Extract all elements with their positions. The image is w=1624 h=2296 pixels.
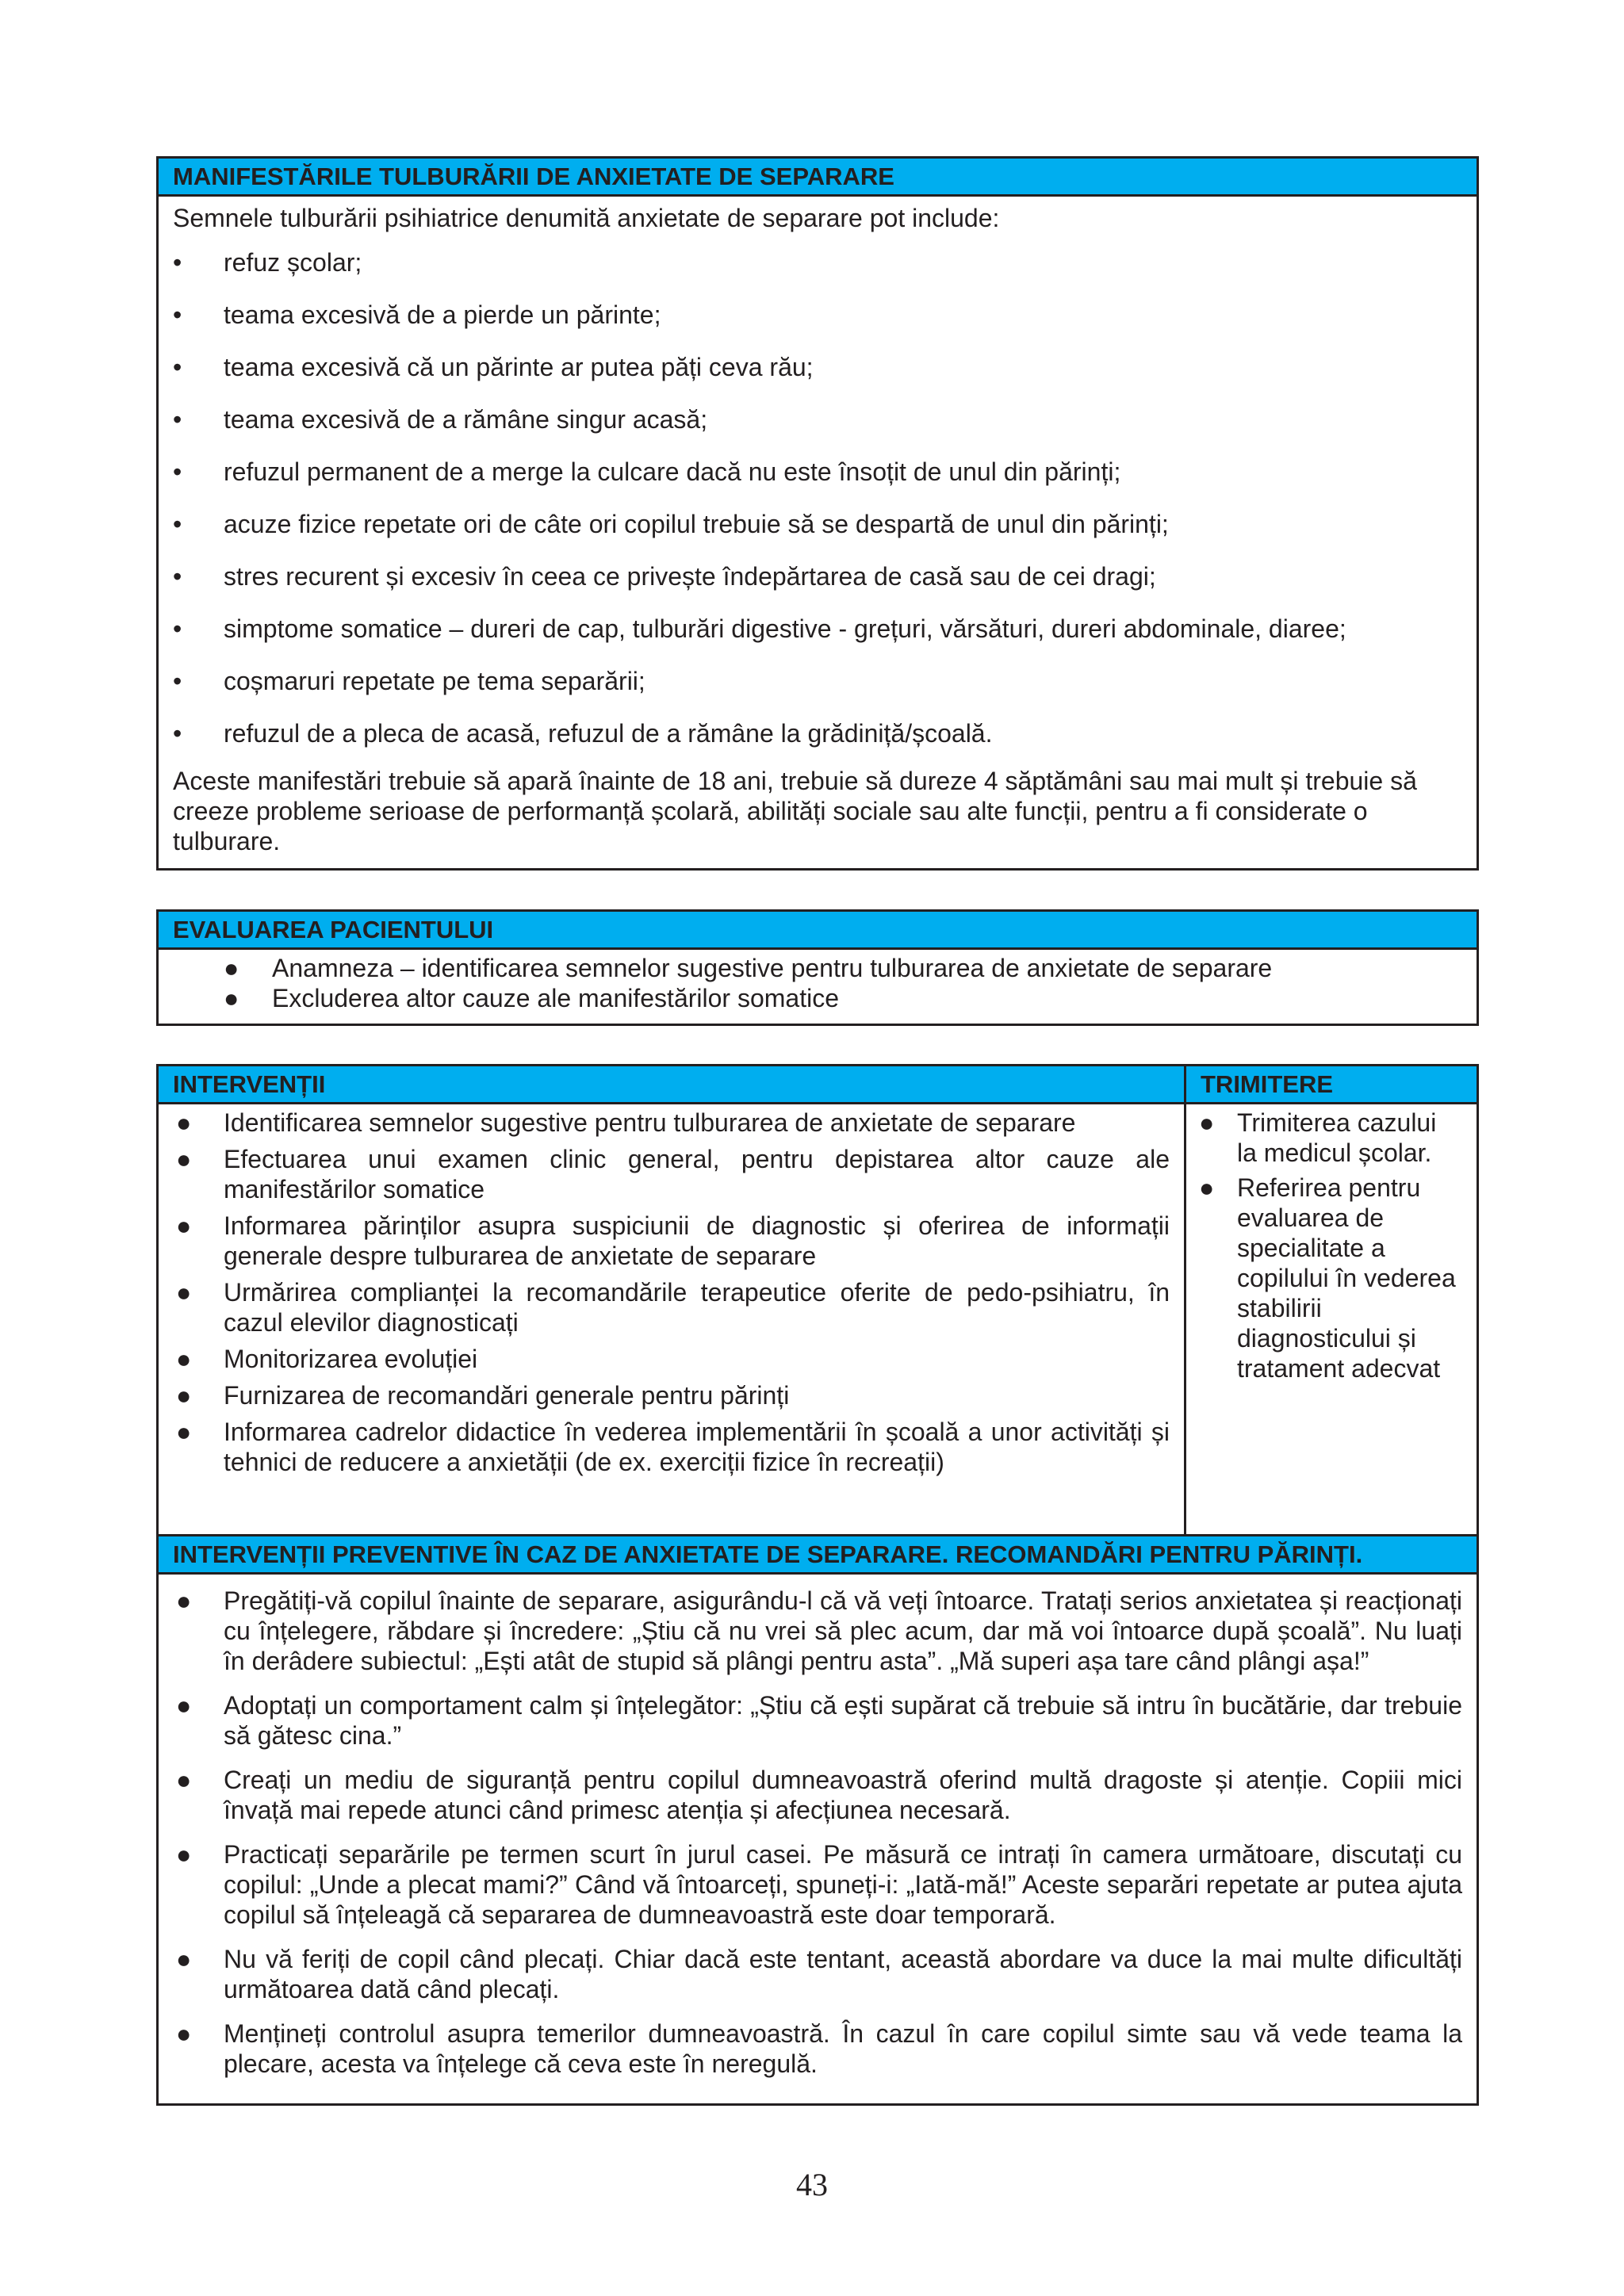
list-item: • refuzul de a pleca de acasă, refuzul de a rămâne la grădiniță/școală. [173, 719, 993, 748]
bullet-icon: ● [176, 1586, 192, 1615]
list-item: ● Referirea pentru evaluarea de specialitate a copilului în vederea stabilirii diagnosticului și tratament adecvat [1199, 1173, 1456, 1383]
referral-cell [1186, 1104, 1477, 1534]
list-item: ● Informarea părinților asupra suspiciunii de diagnostic și oferirea de informații generale despre tulburarea de anxietate de separare [176, 1211, 1170, 1270]
list-item: ● Efectuarea unui examen clinic general, pentru depistarea altor cauze ale manifestărilor somatice [176, 1145, 1170, 1203]
preventive-header: INTERVENȚII PREVENTIVE ÎN CAZ DE ANXIETATE DE SEPARARE. RECOMANDĂRI PENTRU PĂRINȚI. [159, 1536, 1477, 1575]
bullet-icon: ● [176, 2019, 192, 2048]
list-item: ● Identificarea semnelor sugestive pentru tulburarea de anxietate de separare [176, 1108, 1076, 1137]
list-item: • refuzul permanent de a merge la culcare dacă nu este însoțit de unul din părinți; [173, 457, 1121, 486]
bullet-icon: ● [224, 984, 239, 1012]
bullet-icon: • [173, 353, 182, 381]
list-item: ● Monitorizarea evoluției [176, 1345, 478, 1373]
bullet-icon: ● [1199, 1108, 1215, 1137]
list-item: ● Nu vă feriți de copil când plecați. Chiar dacă este tentant, această abordare va duce la mai multe dificultăți următoarea dată când plecați. [176, 1945, 1462, 2003]
preventive-body [159, 1575, 1477, 2079]
list-item: ● Informarea cadrelor didactice în vederea implementării în școală a unor activități și tehnici de reducere a anxietății (de ex. exerciții fizice în recreații) [176, 1418, 1170, 1476]
list-item: ● Mențineți controlul asupra temerilor dumneavoastră. În cazul în care copilul simte sau vă vede teama la plecare, acesta va înțelege că ceva este în neregulă. [176, 2019, 1462, 2078]
bullet-icon: • [173, 614, 182, 643]
bullet-icon: ● [176, 1418, 192, 1446]
bullet-icon: ● [176, 1345, 192, 1373]
interventions-cell [159, 1104, 1186, 1534]
interventions-header: INTERVENȚII [159, 1066, 1186, 1102]
bullet-icon: ● [176, 1840, 192, 1869]
bullet-icon: ● [176, 1145, 192, 1173]
bullet-icon: • [173, 300, 182, 329]
section-intro: Semnele tulburării psihiatrice denumită anxietate de separare pot include: [173, 204, 1000, 232]
bullet-icon: ● [176, 1945, 192, 1973]
interventions-table [156, 1064, 1479, 2106]
bullet-icon: • [173, 719, 182, 748]
list-item: • simptome somatice – dureri de cap, tulburări digestive - grețuri, vărsături, dureri abdominale, diaree; [173, 614, 1346, 643]
section-body [159, 950, 1477, 1013]
referral-header: TRIMITERE [1201, 1070, 1334, 1098]
list-item: • stres recurent și excesiv în ceea ce privește îndepărtarea de casă sau de cei dragi; [173, 562, 1156, 591]
section-title: EVALUAREA PACIENTULUI [159, 912, 1477, 950]
section-title: MANIFESTĂRILE TULBURĂRII DE ANXIETATE DE SEPARARE [159, 159, 1477, 197]
evaluation-section [156, 909, 1479, 1026]
list-item: ● Urmărirea complianței la recomandările terapeutice oferite de pedo-psihiatru, în cazul elevilor diagnosticați [176, 1278, 1170, 1337]
list-item: ● Excluderea altor cauze ale manifestărilor somatice [224, 984, 839, 1012]
list-item: • acuze fizice repetate ori de câte ori copilul trebuie să se despartă de unul din părinți; [173, 510, 1169, 538]
list-item: ● Adoptați un comportament calm și înțelegător: „Știu că ești supărat că trebuie să intru în bucătărie, dar trebuie să gătesc cina.” [176, 1691, 1462, 1750]
list-item: ● Anamneza – identificarea semnelor sugestive pentru tulburarea de anxietate de separare [224, 954, 1273, 982]
table-body-row [159, 1104, 1477, 1536]
list-item: • teama excesivă de a rămâne singur acasă; [173, 405, 708, 434]
manifestations-section [156, 156, 1479, 871]
list-item: • teama excesivă că un părinte ar putea păți ceva rău; [173, 353, 814, 381]
list-item: ● Trimiterea cazului la medicul școlar. [1199, 1108, 1437, 1167]
bullet-icon: ● [176, 1691, 192, 1720]
list-item: ● Practicați separările pe termen scurt în jurul casei. Pe măsură ce intrați în camera următoare, discutați cu copilul: „Unde a plecat mami?” Când vă întoarceți, spuneți-i: „Iată-mă!” Aceste separări repetate ar putea ajuta copilul să înțeleagă că separarea de dumneavoastră este doar temporară. [176, 1840, 1462, 1929]
bullet-icon: ● [176, 1381, 192, 1410]
list-item: ● Creați un mediu de siguranță pentru copilul dumneavoastră oferind multă dragoste și atenție. Copiii mici învață mai repede atunci când primesc atenția și afecțiunea necesară. [176, 1766, 1462, 1824]
bullet-icon: ● [176, 1766, 192, 1794]
bullet-icon: • [173, 248, 182, 277]
list-item: • teama excesivă de a pierde un părinte; [173, 300, 661, 329]
bullet-icon: • [173, 667, 182, 695]
list-item: ● Furnizarea de recomandări generale pentru părinți [176, 1381, 790, 1410]
bullet-icon: • [173, 457, 182, 486]
bullet-icon: • [173, 405, 182, 434]
bullet-icon: ● [224, 954, 239, 982]
bullet-icon: ● [176, 1278, 192, 1307]
list-item: ● Pregătiți-vă copilul înainte de separare, asigurându-l că vă veți întoarce. Tratați serios anxietatea și reacționați cu înțelegere, răbdare și încredere: „Știu că nu vrei să plec acum, dar mă voi întoarce după școală”. Nu luați în derâdere subiectul: „Ești atât de stupid să plângi pentru asta”. „Mă superi așa tare când plângi așa!” [176, 1586, 1462, 1675]
section-conclusion: Aceste manifestări trebuie să apară înainte de 18 ani, trebuie să dureze 4 săptămâni sau mai mult și trebuie să creeze probleme serioase de performanță școlară, abilități sociale sau alte funcții, pentru a fi considerate o tulburare. [173, 767, 1417, 855]
bullet-icon: • [173, 562, 182, 591]
list-item: • refuz școlar; [173, 248, 362, 277]
bullet-icon: ● [176, 1211, 192, 1240]
page-number: 43 [796, 2167, 828, 2202]
list-item: • coșmaruri repetate pe tema separării; [173, 667, 645, 695]
table-header-row [159, 1066, 1477, 1104]
bullet-icon: • [173, 510, 182, 538]
bullet-icon: ● [176, 1108, 192, 1137]
section-body [159, 197, 1477, 856]
bullet-icon: ● [1199, 1173, 1215, 1202]
